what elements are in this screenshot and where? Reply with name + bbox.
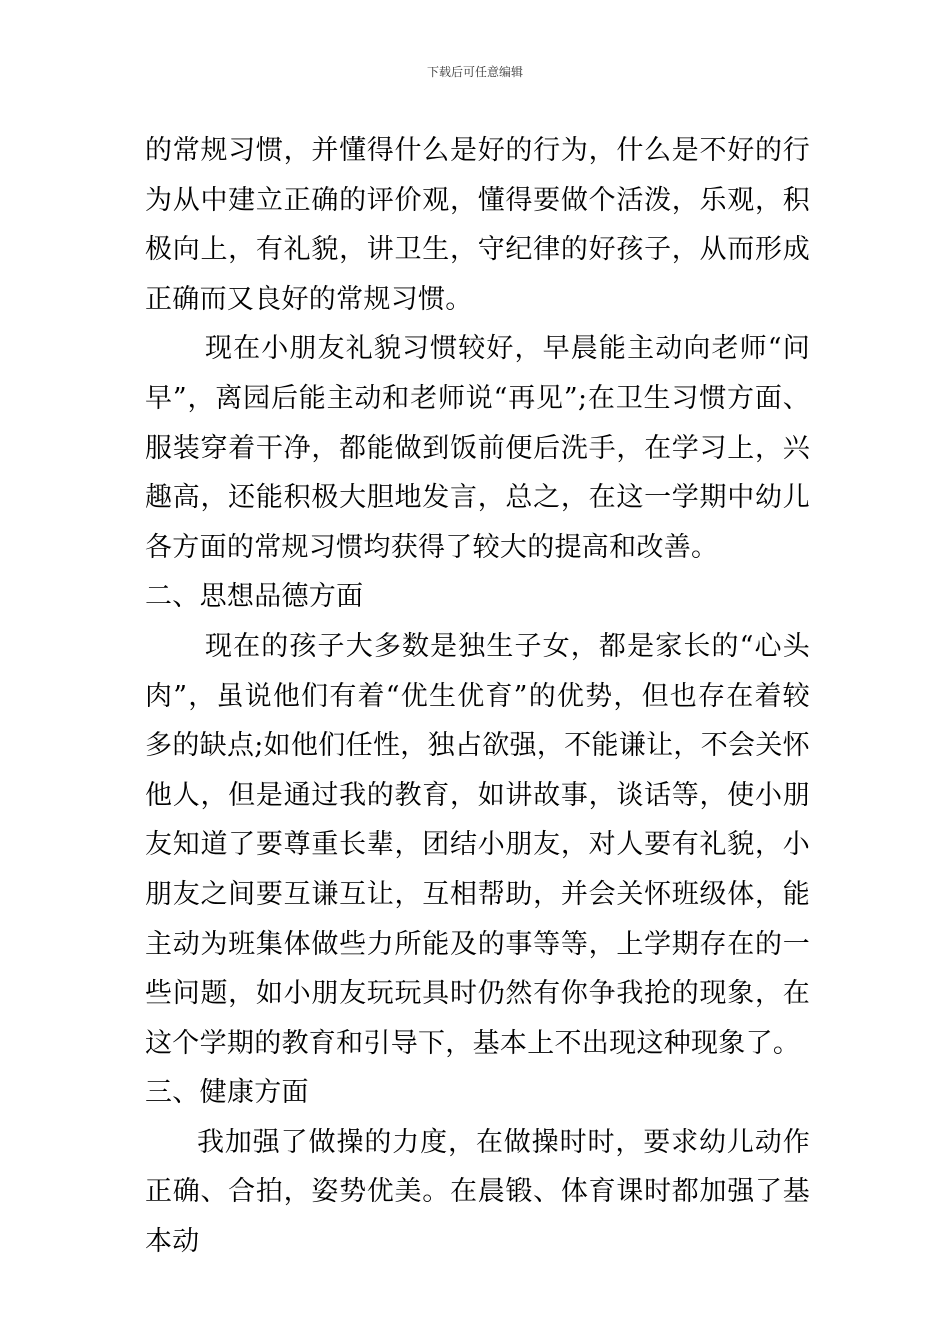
paragraph-routine-habits: 的常规习惯，并懂得什么是好的行为，什么是不好的行为从中建立正确的评价观，懂得要做个活泼，乐观，积极向上，有礼貌，讲卫生，守纪律的好孩子，从而形成正确而又良好的常规习惯。 [145,135,810,315]
document-body [145,126,810,1267]
paragraph-manners-hygiene: 现在小朋友礼貌习惯较好，早晨能主动向老师“问早”，离园后能主动和老师说“再见”;在卫生习惯方面、服装穿着干净，都能做到饭前便后洗手，在学习上，兴趣高，还能积极大胆地发言，总之，在这一学期中幼儿各方面的常规习惯均获得了较大的提高和改善。 [145,333,810,563]
paragraph-health: 我加强了做操的力度，在做操时时，要求幼儿动作正确、合拍，姿势优美。在晨锻、体育课时都加强了基本动 [145,1126,810,1258]
page-header-note: 下载后可任意编辑 [426,65,523,79]
section-heading-moral: 二、思想品德方面 [145,581,364,613]
paragraph-moral-education: 现在的孩子大多数是独生子女，都是家长的“心头肉”，虽说他们有着“优生优育”的优势，但也存在着较多的缺点;如他们任性，独占欲强，不能谦让，不会关怀他人，但是通过我的教育，如讲故事，谈话等，使小朋友知道了要尊重长辈，团结小朋友，对人要有礼貌，小朋友之间要互谦互让，互相帮助，并会关怀班级体，能主动为班集体做些力所能及的事等等，上学期存在的一些问题，如小朋友玩玩具时仍然有你争我抢的现象，在这个学期的教育和引导下，基本上不出现这种现象了。 [145,630,810,1059]
section-heading-health: 三、健康方面 [145,1077,309,1109]
